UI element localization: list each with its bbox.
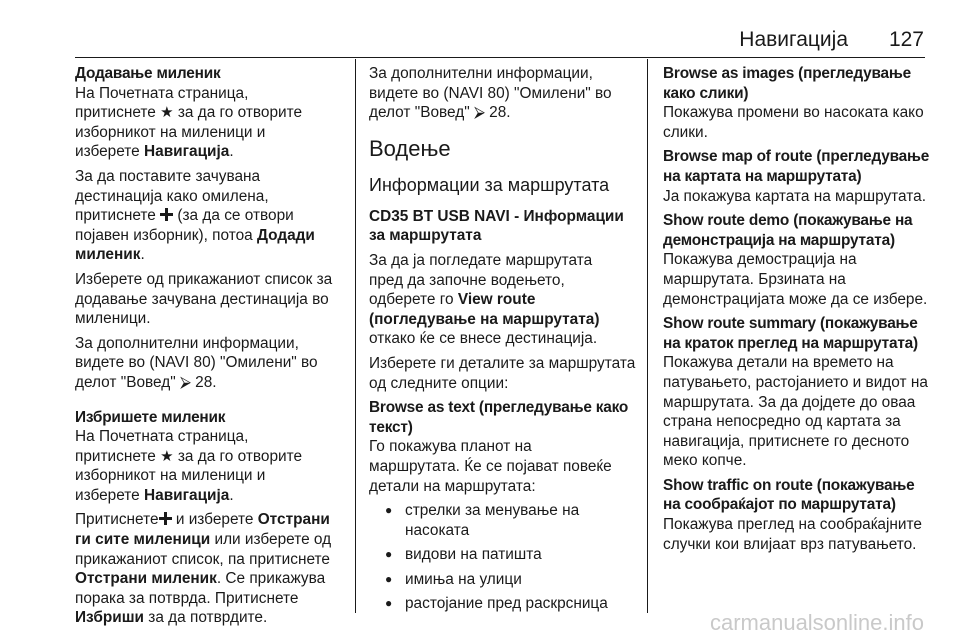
star-icon: ★: [160, 447, 174, 465]
list-item: ● стрелки за менување на насоката: [369, 501, 639, 540]
column-2: [369, 64, 639, 619]
column-divider-2: [647, 59, 648, 613]
paragraph: Притиснете и изберете Отстрани ги сите миленици или изберете од прикажаниот список, па притиснете Отстрани миленик. Се прикажува порака за потврда. Притиснете Избриши за да потврдите.: [75, 511, 332, 627]
option-heading: Show route summary (покажување на краток преглед на маршрутата): [663, 315, 918, 352]
option-heading: Browse map of route (прегледување на картата на маршрутата): [663, 148, 930, 185]
option-heading: Browse as text (прегледување како текст): [369, 399, 629, 436]
option-heading: Show route demo (покажување на демонстрација на маршрутата): [663, 212, 913, 249]
paragraph: Покажува преглед на сообраќајните случки кои влијаат врз патувањето.: [663, 516, 922, 553]
heading-delete-favourite: Избришете миленик: [75, 408, 226, 426]
plus-icon: [160, 208, 173, 221]
paragraph: Ја покажува картата на маршрутата.: [663, 187, 926, 205]
bullet-list: [369, 501, 639, 614]
column-divider-1: [355, 59, 356, 613]
paragraph: Изберете ги деталите за маршрутата од следните опции:: [369, 354, 636, 392]
paragraph: За да ја погледате маршрутата пред да започне водењето, одберете го View route (погледување на маршрутата) откако ќе се внесе дестинација.: [369, 251, 600, 348]
column-3: [663, 64, 935, 559]
paragraph: Покажува промени во насоката како слики.: [663, 104, 924, 141]
column-1: [75, 64, 347, 633]
paragraph: Покажува детали на времето на патувањето, растојанието и видот на маршрутата. За да дојдете до оваа страна непосредно од картата за навигација, притиснете го десното меко копче.: [663, 354, 928, 470]
star-icon: ★: [160, 104, 174, 122]
section-heading: Водење: [369, 135, 451, 161]
paragraph: За дополнителни информации, видете во (NAVI 80) "Омилени" во делот "Вовед" ⮚ 28.: [75, 334, 318, 391]
list-item: ● имиња на улици: [369, 570, 639, 590]
subsection-heading: Информации за маршрутата: [369, 174, 610, 195]
list-item: ● растојание пред раскрсница: [369, 594, 639, 614]
heading-add-favourite: Додавање миленик: [75, 65, 221, 82]
paragraph: За да поставите зачувана дестинација како омилена, притиснете (за да се отвори појавен изборник), потоа Додади миленик.: [75, 167, 315, 264]
paragraph: На Почетната страница, притиснете ★ за да го отворите изборникот на миленици и изберете Навигација.: [75, 84, 303, 161]
paragraph: Покажува демострација на маршрутата. Брзината на демонстрацијата може да се избере.: [663, 251, 928, 308]
page-number: 127: [888, 28, 924, 51]
paragraph: На Почетната страница, притиснете ★ за да го отворите изборникот на миленици и изберете Навигација.: [75, 428, 303, 504]
page-ref-icon: ⮚: [179, 373, 191, 391]
header-rule: [75, 57, 925, 58]
option-heading: Browse as images (прегледување како слики): [663, 65, 911, 102]
page-title: Навигација: [739, 28, 848, 51]
watermark: carmanualsonline.info: [709, 610, 924, 635]
list-item: ● видови на патишта: [369, 545, 639, 565]
paragraph: Го покажува планот на маршрутата. Ќе се појават повеќе детали на маршрутата:: [369, 438, 612, 495]
paragraph: Изберете од прикажаниот список за додавање зачувана дестинација во миленици.: [75, 270, 333, 328]
page-header: [0, 0, 960, 56]
option-heading: Show traffic on route (покажување на сообраќајот по маршрутата): [663, 476, 915, 514]
plus-icon: [159, 512, 172, 525]
model-heading: CD35 BT USB NAVI - Информации за маршрутата: [369, 207, 624, 245]
paragraph: За дополнителни информации, видете во (NAVI 80) "Омилени" во делот "Вовед" ⮚ 28.: [369, 65, 612, 122]
page-ref-icon: ⮚: [473, 104, 485, 122]
